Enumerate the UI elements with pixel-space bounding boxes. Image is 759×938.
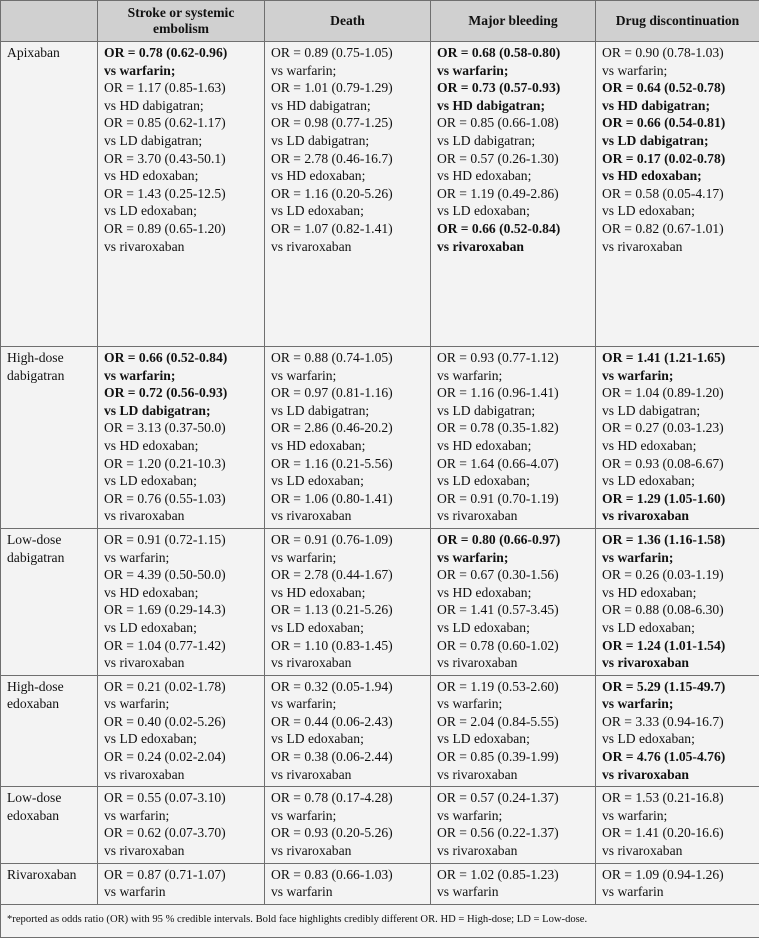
cell-drug-discontinuation <box>596 42 759 347</box>
odds-ratio-line-significant: OR = 0.66 (0.52-0.84) <box>104 349 260 367</box>
cell-drug-discontinuation <box>596 863 759 904</box>
odds-ratio-line: OR = 0.83 (0.66-1.03) <box>271 866 426 884</box>
odds-ratio-line: OR = 0.93 (0.20-5.26) <box>271 824 426 842</box>
odds-ratio-line-significant: OR = 1.36 (1.16-1.58) <box>602 531 755 549</box>
odds-ratio-line: OR = 0.89 (0.75-1.05) <box>271 44 426 62</box>
cell-drug-discontinuation <box>596 675 759 787</box>
row-label <box>1 787 98 863</box>
table-row-low-dose-edoxaban <box>1 787 759 863</box>
odds-ratio-line: OR = 0.32 (0.05-1.94) <box>271 678 426 696</box>
odds-ratio-line: OR = 1.16 (0.96-1.41) <box>437 384 591 402</box>
odds-ratio-line-significant: vs LD dabigatran; <box>104 402 260 420</box>
odds-ratio-line: vs LD edoxaban; <box>437 730 591 748</box>
cell-stroke-embolism <box>98 863 265 904</box>
cell-stroke-embolism <box>98 42 265 347</box>
odds-ratio-line-significant: vs HD dabigatran; <box>602 97 755 115</box>
odds-ratio-line: OR = 3.13 (0.37-50.0) <box>104 419 260 437</box>
table-row-high-dose-dabigatran <box>1 347 759 529</box>
odds-ratio-line: OR = 1.02 (0.85-1.23) <box>437 866 591 884</box>
odds-ratio-line: OR = 0.62 (0.07-3.70) <box>104 824 260 842</box>
odds-ratio-line: OR = 0.26 (0.03-1.19) <box>602 566 755 584</box>
odds-ratio-line: OR = 0.56 (0.22-1.37) <box>437 824 591 842</box>
row-label-line: dabigatran <box>7 367 93 385</box>
odds-ratio-line: vs LD edoxaban; <box>602 730 755 748</box>
odds-ratio-line: vs rivaroxaban <box>437 507 591 525</box>
odds-ratio-line: OR = 0.78 (0.17-4.28) <box>271 789 426 807</box>
odds-ratio-line: OR = 0.85 (0.66-1.08) <box>437 114 591 132</box>
table-row-rivaroxaban <box>1 863 759 904</box>
table-row-high-dose-edoxaban <box>1 675 759 787</box>
cell-death <box>265 787 431 863</box>
odds-ratio-line: vs HD edoxaban; <box>437 584 591 602</box>
cell-major-bleeding <box>431 787 596 863</box>
odds-ratio-line: vs HD edoxaban; <box>602 584 755 602</box>
odds-ratio-line: OR = 0.21 (0.02-1.78) <box>104 678 260 696</box>
cell-death <box>265 347 431 529</box>
odds-ratio-line: OR = 1.69 (0.29-14.3) <box>104 601 260 619</box>
row-label-line: Low-dose <box>7 531 93 549</box>
odds-ratio-line: OR = 1.20 (0.21-10.3) <box>104 455 260 473</box>
odds-ratio-line-significant: vs warfarin; <box>602 549 755 567</box>
header-drug-discontinuation: Drug discontinuation <box>596 1 759 42</box>
odds-ratio-line: vs LD edoxaban; <box>104 619 260 637</box>
odds-ratio-line: vs rivaroxaban <box>437 842 591 860</box>
cell-stroke-embolism <box>98 675 265 787</box>
odds-ratio-line: vs LD edoxaban; <box>271 472 426 490</box>
odds-ratio-line: OR = 0.57 (0.26-1.30) <box>437 150 591 168</box>
odds-ratio-line: OR = 2.04 (0.84-5.55) <box>437 713 591 731</box>
odds-ratio-line: OR = 0.78 (0.35-1.82) <box>437 419 591 437</box>
odds-ratio-line: OR = 0.85 (0.39-1.99) <box>437 748 591 766</box>
odds-ratio-line: vs HD dabigatran; <box>104 97 260 115</box>
odds-ratio-line: OR = 0.44 (0.06-2.43) <box>271 713 426 731</box>
odds-ratio-line: vs HD edoxaban; <box>437 167 591 185</box>
header-corner <box>1 1 98 42</box>
odds-ratio-line: OR = 0.89 (0.65-1.20) <box>104 220 260 238</box>
odds-ratio-line-significant: OR = 1.24 (1.01-1.54) <box>602 637 755 655</box>
odds-ratio-line: OR = 1.06 (0.80-1.41) <box>271 490 426 508</box>
odds-ratio-line: OR = 0.91 (0.72-1.15) <box>104 531 260 549</box>
odds-ratio-line-significant: vs warfarin; <box>104 367 260 385</box>
cell-stroke-embolism <box>98 528 265 675</box>
table-row-apixaban <box>1 42 759 347</box>
odds-ratio-line: OR = 1.01 (0.79-1.29) <box>271 79 426 97</box>
cell-death <box>265 42 431 347</box>
odds-ratio-line: OR = 0.67 (0.30-1.56) <box>437 566 591 584</box>
row-label-line: edoxaban <box>7 695 93 713</box>
odds-ratio-line: vs rivaroxaban <box>602 238 755 256</box>
odds-ratio-line: vs warfarin; <box>271 367 426 385</box>
odds-ratio-line: vs warfarin; <box>271 549 426 567</box>
cell-major-bleeding <box>431 347 596 529</box>
odds-ratio-line: OR = 0.91 (0.70-1.19) <box>437 490 591 508</box>
odds-ratio-line: vs LD dabigatran; <box>602 402 755 420</box>
odds-ratio-line: vs LD dabigatran; <box>271 402 426 420</box>
odds-ratio-line: OR = 0.82 (0.67-1.01) <box>602 220 755 238</box>
cell-drug-discontinuation <box>596 528 759 675</box>
odds-ratio-line: vs warfarin; <box>437 367 591 385</box>
odds-ratio-line: vs LD edoxaban; <box>271 619 426 637</box>
odds-ratio-line: OR = 4.39 (0.50-50.0) <box>104 566 260 584</box>
odds-ratio-line: OR = 1.64 (0.66-4.07) <box>437 455 591 473</box>
row-label-line: Apixaban <box>7 44 93 62</box>
odds-ratio-line: OR = 0.87 (0.71-1.07) <box>104 866 260 884</box>
odds-ratio-line: vs warfarin; <box>437 807 591 825</box>
odds-ratio-line: OR = 0.91 (0.76-1.09) <box>271 531 426 549</box>
odds-ratio-line: vs LD dabigatran; <box>437 132 591 150</box>
odds-ratio-line-significant: vs warfarin; <box>602 367 755 385</box>
odds-ratio-line-significant: OR = 0.72 (0.56-0.93) <box>104 384 260 402</box>
odds-ratio-line: vs LD edoxaban; <box>104 202 260 220</box>
odds-ratio-line-significant: OR = 0.64 (0.52-0.78) <box>602 79 755 97</box>
cell-major-bleeding <box>431 863 596 904</box>
cell-stroke-embolism <box>98 787 265 863</box>
cell-death <box>265 528 431 675</box>
odds-ratio-line-significant: vs warfarin; <box>602 695 755 713</box>
cell-drug-discontinuation <box>596 787 759 863</box>
odds-ratio-line: vs LD dabigatran; <box>104 132 260 150</box>
odds-ratio-line: OR = 1.16 (0.20-5.26) <box>271 185 426 203</box>
odds-ratio-line: OR = 1.19 (0.49-2.86) <box>437 185 591 203</box>
odds-ratio-line: vs rivaroxaban <box>104 766 260 784</box>
odds-ratio-line: vs LD dabigatran; <box>437 402 591 420</box>
odds-ratio-line: OR = 1.13 (0.21-5.26) <box>271 601 426 619</box>
odds-ratio-line-significant: vs warfarin; <box>437 549 591 567</box>
odds-ratio-line: vs LD edoxaban; <box>437 472 591 490</box>
odds-ratio-line: vs HD edoxaban; <box>437 437 591 455</box>
odds-ratio-line: vs warfarin; <box>104 807 260 825</box>
odds-ratio-line: vs HD edoxaban; <box>104 437 260 455</box>
odds-ratio-line-significant: OR = 0.78 (0.62-0.96) <box>104 44 260 62</box>
odds-ratio-line: vs warfarin <box>104 883 260 901</box>
odds-ratio-line: vs rivaroxaban <box>271 766 426 784</box>
odds-ratio-line: vs warfarin; <box>437 695 591 713</box>
odds-ratio-line: OR = 0.58 (0.05-4.17) <box>602 185 755 203</box>
odds-ratio-line: OR = 0.27 (0.03-1.23) <box>602 419 755 437</box>
table-row-low-dose-dabigatran <box>1 528 759 675</box>
odds-ratio-line-significant: vs HD edoxaban; <box>602 167 755 185</box>
odds-ratio-line: OR = 0.97 (0.81-1.16) <box>271 384 426 402</box>
header-row <box>1 1 759 42</box>
odds-ratio-line: OR = 1.41 (0.20-16.6) <box>602 824 755 842</box>
odds-ratio-line: vs LD edoxaban; <box>271 730 426 748</box>
cell-death <box>265 675 431 787</box>
odds-ratio-line: vs warfarin <box>437 883 591 901</box>
odds-ratio-line-significant: OR = 0.68 (0.58-0.80) <box>437 44 591 62</box>
odds-ratio-line-significant: OR = 0.17 (0.02-0.78) <box>602 150 755 168</box>
odds-ratio-line: OR = 1.17 (0.85-1.63) <box>104 79 260 97</box>
odds-ratio-line: OR = 2.78 (0.44-1.67) <box>271 566 426 584</box>
odds-ratio-line: vs warfarin; <box>602 807 755 825</box>
odds-ratio-line: OR = 2.86 (0.46-20.2) <box>271 419 426 437</box>
row-label <box>1 42 98 347</box>
odds-ratio-line-significant: vs rivaroxaban <box>437 238 591 256</box>
odds-ratio-line: OR = 1.10 (0.83-1.45) <box>271 637 426 655</box>
cell-death <box>265 863 431 904</box>
cell-drug-discontinuation <box>596 347 759 529</box>
odds-ratio-line: OR = 0.40 (0.02-5.26) <box>104 713 260 731</box>
odds-ratio-line: vs HD edoxaban; <box>104 167 260 185</box>
odds-ratio-line: OR = 3.70 (0.43-50.1) <box>104 150 260 168</box>
odds-ratio-line: OR = 1.04 (0.77-1.42) <box>104 637 260 655</box>
odds-ratio-line: OR = 3.33 (0.94-16.7) <box>602 713 755 731</box>
odds-ratio-line-significant: vs warfarin; <box>437 62 591 80</box>
odds-ratio-line: vs rivaroxaban <box>271 238 426 256</box>
odds-ratio-line: OR = 1.07 (0.82-1.41) <box>271 220 426 238</box>
odds-ratio-line: vs rivaroxaban <box>437 654 591 672</box>
odds-ratio-line: vs HD edoxaban; <box>271 167 426 185</box>
odds-ratio-line: OR = 0.78 (0.60-1.02) <box>437 637 591 655</box>
odds-ratio-line: vs HD edoxaban; <box>104 584 260 602</box>
odds-ratio-line: OR = 0.88 (0.74-1.05) <box>271 349 426 367</box>
odds-ratio-line: vs warfarin; <box>602 62 755 80</box>
odds-ratio-line: OR = 2.78 (0.46-16.7) <box>271 150 426 168</box>
odds-ratio-line-significant: vs rivaroxaban <box>602 766 755 784</box>
odds-ratio-line-significant: OR = 0.66 (0.52-0.84) <box>437 220 591 238</box>
odds-ratio-line: OR = 0.98 (0.77-1.25) <box>271 114 426 132</box>
odds-ratio-line: vs LD dabigatran; <box>271 132 426 150</box>
row-label-line: High-dose <box>7 349 93 367</box>
odds-ratio-line: vs warfarin; <box>104 549 260 567</box>
cell-major-bleeding <box>431 42 596 347</box>
odds-ratio-line: OR = 0.76 (0.55-1.03) <box>104 490 260 508</box>
odds-ratio-line-significant: OR = 5.29 (1.15-49.7) <box>602 678 755 696</box>
odds-ratio-line: OR = 1.43 (0.25-12.5) <box>104 185 260 203</box>
odds-ratio-line: vs LD edoxaban; <box>602 619 755 637</box>
odds-ratio-line: vs warfarin <box>602 883 755 901</box>
odds-ratio-line: OR = 0.57 (0.24-1.37) <box>437 789 591 807</box>
odds-ratio-line: vs rivaroxaban <box>271 507 426 525</box>
odds-ratio-line: OR = 0.24 (0.02-2.04) <box>104 748 260 766</box>
odds-ratio-line: vs LD edoxaban; <box>602 472 755 490</box>
odds-ratio-line: vs LD edoxaban; <box>271 202 426 220</box>
odds-ratio-line: vs rivaroxaban <box>271 654 426 672</box>
odds-ratio-line-significant: OR = 0.66 (0.54-0.81) <box>602 114 755 132</box>
odds-ratio-line: OR = 0.90 (0.78-1.03) <box>602 44 755 62</box>
odds-ratio-line: OR = 1.09 (0.94-1.26) <box>602 866 755 884</box>
cell-major-bleeding <box>431 528 596 675</box>
odds-ratio-line: OR = 0.38 (0.06-2.44) <box>271 748 426 766</box>
odds-ratio-line: OR = 0.88 (0.08-6.30) <box>602 601 755 619</box>
header-stroke-embolism: Stroke or systemic embolism <box>98 1 265 42</box>
row-label-line: High-dose <box>7 678 93 696</box>
odds-ratio-line: OR = 0.55 (0.07-3.10) <box>104 789 260 807</box>
odds-ratio-line: vs rivaroxaban <box>602 842 755 860</box>
odds-ratio-line-significant: OR = 0.73 (0.57-0.93) <box>437 79 591 97</box>
row-label-line: Rivaroxaban <box>7 866 93 884</box>
odds-ratio-line: vs rivaroxaban <box>104 507 260 525</box>
odds-ratio-line: vs rivaroxaban <box>104 238 260 256</box>
odds-ratio-line-significant: OR = 0.80 (0.66-0.97) <box>437 531 591 549</box>
odds-ratio-line-significant: vs rivaroxaban <box>602 654 755 672</box>
odds-ratio-line: OR = 0.93 (0.77-1.12) <box>437 349 591 367</box>
odds-ratio-line: vs rivaroxaban <box>104 842 260 860</box>
footnote: *reported as odds ratio (OR) with 95 % credible intervals. Bold face highlights credibly different OR. HD = High-dose; LD = Low-dose. <box>1 904 759 937</box>
row-label-line: edoxaban <box>7 807 93 825</box>
odds-ratio-line-significant: OR = 1.29 (1.05-1.60) <box>602 490 755 508</box>
odds-ratio-line: vs warfarin; <box>271 62 426 80</box>
odds-ratio-line: vs LD edoxaban; <box>437 202 591 220</box>
odds-ratio-line: OR = 0.85 (0.62-1.17) <box>104 114 260 132</box>
odds-ratio-line: vs LD edoxaban; <box>437 619 591 637</box>
odds-ratio-line-significant: OR = 1.41 (1.21-1.65) <box>602 349 755 367</box>
row-label <box>1 528 98 675</box>
odds-ratio-line: vs rivaroxaban <box>437 766 591 784</box>
table-body <box>1 42 759 905</box>
odds-ratio-line: vs warfarin; <box>104 695 260 713</box>
odds-ratio-line: vs LD edoxaban; <box>602 202 755 220</box>
odds-ratio-line: OR = 1.53 (0.21-16.8) <box>602 789 755 807</box>
header-death: Death <box>265 1 431 42</box>
odds-ratio-line: vs HD edoxaban; <box>602 437 755 455</box>
cell-stroke-embolism <box>98 347 265 529</box>
row-label <box>1 347 98 529</box>
odds-ratio-line-significant: vs warfarin; <box>104 62 260 80</box>
odds-ratio-line: vs rivaroxaban <box>271 842 426 860</box>
odds-ratio-line: OR = 1.16 (0.21-5.56) <box>271 455 426 473</box>
row-label <box>1 675 98 787</box>
row-label-line: dabigatran <box>7 549 93 567</box>
odds-ratio-line-significant: vs LD dabigatran; <box>602 132 755 150</box>
odds-ratio-line: OR = 1.04 (0.89-1.20) <box>602 384 755 402</box>
odds-ratio-line-significant: vs HD dabigatran; <box>437 97 591 115</box>
odds-ratio-line: vs warfarin; <box>271 807 426 825</box>
odds-ratio-line: vs LD edoxaban; <box>104 472 260 490</box>
odds-ratio-line: vs rivaroxaban <box>104 654 260 672</box>
odds-ratio-line-significant: vs rivaroxaban <box>602 507 755 525</box>
row-label <box>1 863 98 904</box>
odds-ratio-line: OR = 0.93 (0.08-6.67) <box>602 455 755 473</box>
odds-ratio-line: OR = 1.41 (0.57-3.45) <box>437 601 591 619</box>
odds-ratio-line: vs warfarin <box>271 883 426 901</box>
odds-ratio-line: vs HD dabigatran; <box>271 97 426 115</box>
odds-ratio-line: vs HD edoxaban; <box>271 437 426 455</box>
cell-major-bleeding <box>431 675 596 787</box>
odds-ratio-line: vs warfarin; <box>271 695 426 713</box>
odds-ratio-line: vs LD edoxaban; <box>104 730 260 748</box>
row-label-line: Low-dose <box>7 789 93 807</box>
odds-ratio-line: vs HD edoxaban; <box>271 584 426 602</box>
odds-ratio-line-significant: OR = 4.76 (1.05-4.76) <box>602 748 755 766</box>
header-major-bleeding: Major bleeding <box>431 1 596 42</box>
odds-ratio-line: OR = 1.19 (0.53-2.60) <box>437 678 591 696</box>
footnote-row <box>1 904 759 937</box>
